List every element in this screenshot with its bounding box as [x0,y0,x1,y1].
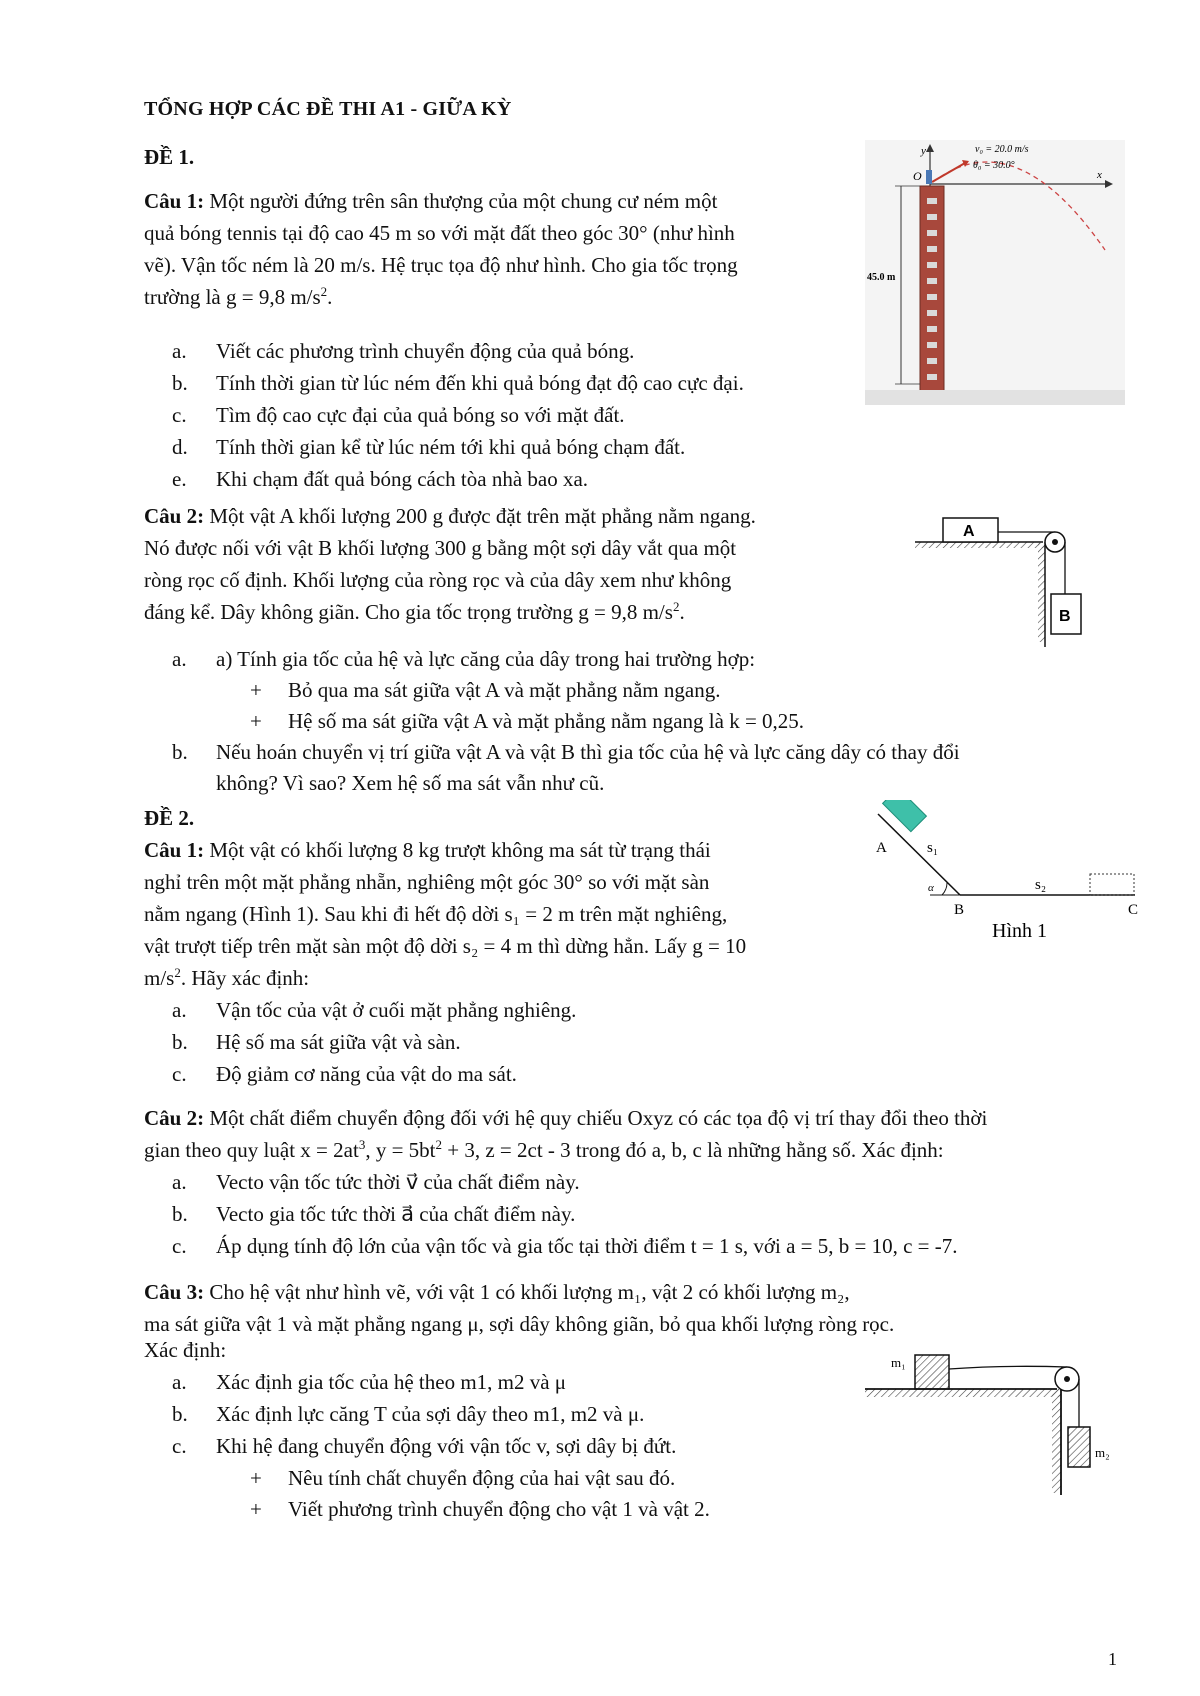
text: m/s [144,966,175,990]
m2-label: m₂ [1095,1445,1110,1460]
text: gian theo quy luật x = 2at [144,1138,359,1162]
sub-item: Hệ số ma sát giữa vật A và mặt phẳng nằm ngang là k = 0,25. [288,709,805,733]
de1-q1-line2: quả bóng tennis tại độ cao 45 m so với mặt đất theo góc 30° (như hình [144,221,735,245]
list-marker: b. [172,1402,188,1426]
sub-item: Nêu tính chất chuyển động của hai vật sau đó. [288,1466,676,1490]
de2-q3-line2: ma sát giữa vật 1 và mặt phẳng ngang μ, sợi dây không giãn, bỏ qua khối lượng ròng rọc. [144,1312,895,1336]
list-item-continuation: không? Vì sao? Xem hệ số ma sát vẫn như cũ. [216,771,605,795]
list-item: Nếu hoán chuyển vị trí giữa vật A và vật B thì gia tốc của hệ và lực căng dây có thay đổi [216,740,960,764]
s2-label: s₂ [1035,877,1047,893]
list-marker: b. [172,1202,188,1226]
sub-item: Bỏ qua ma sát giữa vật A và mặt phẳng nằm ngang. [288,678,721,702]
text: trường là g = 9,8 m/s [144,285,321,309]
angle-label: α [928,882,934,894]
list-item: Vecto gia tốc tức thời a⃗ của chất điểm này. [216,1202,576,1226]
de1-q2-line2: Nó được nối với vật B khối lượng 300 g bằng một sợi dây vắt qua một [144,536,737,560]
list-marker: a. [172,647,187,671]
block-at-rest-dashed [1090,874,1134,895]
text: đáng kể. Dây không giãn. Cho gia tốc trọng trường g = 9,8 m/s [144,600,673,624]
list-marker: b. [172,740,188,764]
de1-q1-line1 [144,185,717,217]
person-figure [926,170,932,184]
block-m2 [1068,1427,1090,1467]
de1-q1-line4 [144,281,332,313]
text: + 3, z = 2ct - 3 trong đó a, b, c là những hằng số. Xác định: [442,1138,944,1162]
de2-q2-line1 [144,1102,987,1134]
superscript: 2 [320,284,328,299]
s1-label: s₁ [927,840,939,856]
question-text: Cho hệ vật như hình vẽ, với vật 1 có khối lượng m₁, vật 2 có khối lượng m₂, [204,1280,850,1304]
de2-q1-line5 [144,962,309,994]
de2-q3-line1 [144,1276,850,1308]
figure-background [865,140,1125,405]
section-heading-de2: ĐỀ 2. [144,806,195,830]
list-item: Vận tốc của vật ở cuối mặt phẳng nghiêng. [216,998,577,1022]
list-marker: c. [172,403,187,427]
m1-label: m₁ [891,1355,906,1370]
pulley-axle [1064,1376,1070,1382]
list-item: Hệ số ma sát giữa vật và sàn. [216,1030,461,1054]
string-horizontal [949,1366,1067,1369]
list-marker: c. [172,1234,187,1258]
list-marker: b. [172,371,188,395]
velocity-label: v₀ = 20.0 m/s [975,144,1029,155]
sub-item: Viết phương trình chuyển động cho vật 1 và vật 2. [288,1497,710,1521]
list-item: Tính thời gian kể từ lúc ném tới khi quả bóng chạm đất. [216,435,686,459]
x-axis-label: x [1097,169,1102,181]
de2-q1-line1 [144,834,711,866]
sub-bullet: + [250,1466,262,1490]
question-text: Một chất điểm chuyển động đối với hệ quy chiếu Oxyz có các tọa độ vị trí thay đổi theo thời [204,1106,988,1130]
de1-q2-line3: ròng rọc cố định. Khối lượng của ròng rọc và của dây xem như không [144,568,732,592]
list-item: Tìm độ cao cực đại của quả bóng so với mặt đất. [216,403,625,427]
point-b-label: B [954,902,965,918]
question-label: Câu 1: [144,189,205,213]
question-text: Một người đứng trên sân thượng của một chung cư ném một [204,189,718,213]
pulley-ab-figure [915,512,1115,652]
question-label: Câu 2: [144,1106,205,1130]
list-item: Khi chạm đất quả bóng cách tòa nhà bao xa. [216,467,589,491]
superscript: 2 [672,599,680,614]
angle-arc [942,882,947,895]
table-surface-hatch [865,1389,1061,1397]
text: . Hãy xác định: [180,966,310,990]
block-m1 [915,1355,949,1389]
incline-surface [878,814,960,895]
de1-q2-line4 [144,596,685,628]
list-marker: a. [172,1170,187,1194]
list-marker: a. [172,1370,187,1394]
table-surface-hatch [915,542,1045,548]
question-text: Một vật có khối lượng 8 kg trượt không ma sát từ trạng thái [204,838,711,862]
origin-label: O [913,169,922,183]
sub-bullet: + [250,678,262,702]
list-item: Độ giảm cơ năng của vật do ma sát. [216,1062,517,1086]
question-label: Câu 2: [144,504,205,528]
list-item: Khi hệ đang chuyển động với vận tốc v, sợi dây bị đứt. [216,1434,677,1458]
list-item: Viết các phương trình chuyển động của quả bóng. [216,339,635,363]
de1-q2-line1 [144,500,756,532]
list-item: Xác định gia tốc của hệ theo m1, m2 và μ [216,1370,567,1394]
list-marker: a. [172,339,187,363]
question-label: Câu 1: [144,838,205,862]
ground [865,390,1125,405]
superscript: 2 [174,965,181,980]
list-item: Xác định lực căng T của sợi dây theo m1, m2 và μ. [216,1402,645,1426]
pulley-m1m2-figure [855,1345,1125,1495]
list-item: Vecto vận tốc tức thời v⃗ của chất điểm này. [216,1170,580,1194]
de1-q1-line3: vẽ). Vận tốc ném là 20 m/s. Hệ trục tọa độ như hình. Cho gia tốc trọng [144,253,738,277]
de2-q1-line4: vật trượt tiếp trên mặt sàn một độ dời s₂ = 4 m thì dừng hẳn. Lấy g = 10 [144,934,747,958]
question-label: Câu 3: [144,1280,205,1304]
list-marker: a. [172,998,187,1022]
point-a-label: A [876,840,887,856]
angle-label: θ₀ = 30.0° [973,160,1015,171]
projectile-building-figure [865,140,1125,405]
de2-q2-line2 [144,1134,944,1166]
y-axis-label: y [921,145,926,157]
sliding-block [883,800,927,832]
section-heading-de1: ĐỀ 1. [144,145,195,169]
superscript: 3 [358,1137,366,1152]
list-marker: e. [172,467,187,491]
table-side-hatch [1052,1389,1061,1493]
page-number: 1 [1108,1649,1117,1669]
figure-caption: Hình 1 [992,920,1047,942]
sub-bullet: + [250,709,262,733]
text: , y = 5bt [365,1138,436,1162]
list-marker: c. [172,1434,187,1458]
pulley-axle [1052,539,1058,545]
block-a-label: A [963,523,975,540]
document-title: TỔNG HỢP CÁC ĐỀ THI A1 - GIỮA KỲ [144,98,512,120]
list-item: Áp dụng tính độ lớn của vận tốc và gia tốc tại thời điểm t = 1 s, với a = 5, b = 10, c = -7. [216,1234,958,1258]
de2-q1-line2: nghỉ trên một mặt phẳng nhẵn, nghiêng một góc 30° so với mặt sàn [144,870,710,894]
superscript: 2 [435,1137,442,1152]
list-marker: d. [172,435,188,459]
table-side-hatch [1038,542,1045,642]
sub-bullet: + [250,1497,262,1521]
text: . [679,600,685,624]
list-marker: b. [172,1030,188,1054]
list-item: a) Tính gia tốc của hệ và lực căng của dây trong hai trường hợp: [216,647,756,671]
block-b-label: B [1059,608,1071,625]
point-c-label: C [1128,902,1139,918]
height-label: 45.0 m [867,272,896,283]
incline-figure [870,800,1150,950]
list-item: Tính thời gian từ lúc ném đến khi quả bóng đạt độ cao cực đại. [216,371,744,395]
de2-q3-line3: Xác định: [144,1338,227,1362]
text: . [327,285,333,309]
de2-q1-line3: nằm ngang (Hình 1). Sau khi đi hết độ dời s₁ = 2 m trên mặt nghiêng, [144,902,728,926]
list-marker: c. [172,1062,187,1086]
question-text: Một vật A khối lượng 200 g được đặt trên mặt phẳng nằm ngang. [204,504,756,528]
